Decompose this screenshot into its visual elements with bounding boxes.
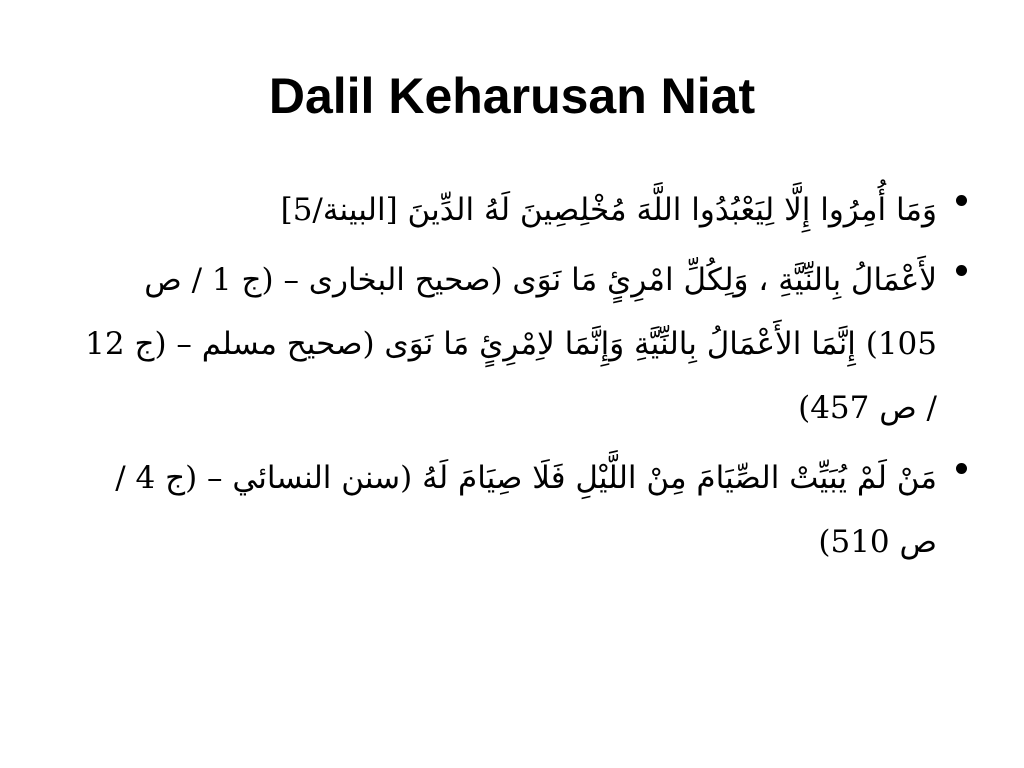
bullet-dot-icon — [956, 265, 967, 276]
bullet-item — [72, 446, 967, 574]
bullet-item — [72, 248, 967, 440]
slide-title: Dalil Keharusan Niat — [268, 68, 756, 124]
bullet-dot-icon — [956, 195, 967, 206]
bullet-list — [72, 178, 967, 580]
bullet-text-hadith-nasai: مَنْ لَمْ يُبَيِّتْ الصِّيَامَ مِنْ اللَّيْلِ فَلَا صِيَامَ لَهُ (سنن النسائي – (ج 4 / ص 510) — [115, 460, 937, 560]
bullet-dot-icon — [956, 463, 967, 474]
bullet-item — [72, 178, 967, 242]
bullet-text-quran-verse: وَمَا أُمِرُوا إِلَّا لِيَعْبُدُوا اللَّهَ مُخْلِصِينَ لَهُ الدِّينَ [البينة/5] — [280, 192, 937, 228]
bullet-text-hadith-bukhari-muslim: لأَعْمَالُ بِالنِّيَّةِ ، وَلِكُلِّ امْرِئٍ مَا نَوَى (صحيح البخارى – (ج 1 / ص 105) إِنَّمَا الأَعْمَالُ بِالنِّيَّةِ وَإِنَّمَا لاِمْرِئٍ مَا نَوَى (صحيح مسلم – (ج 12 / ص 457) — [85, 262, 937, 426]
